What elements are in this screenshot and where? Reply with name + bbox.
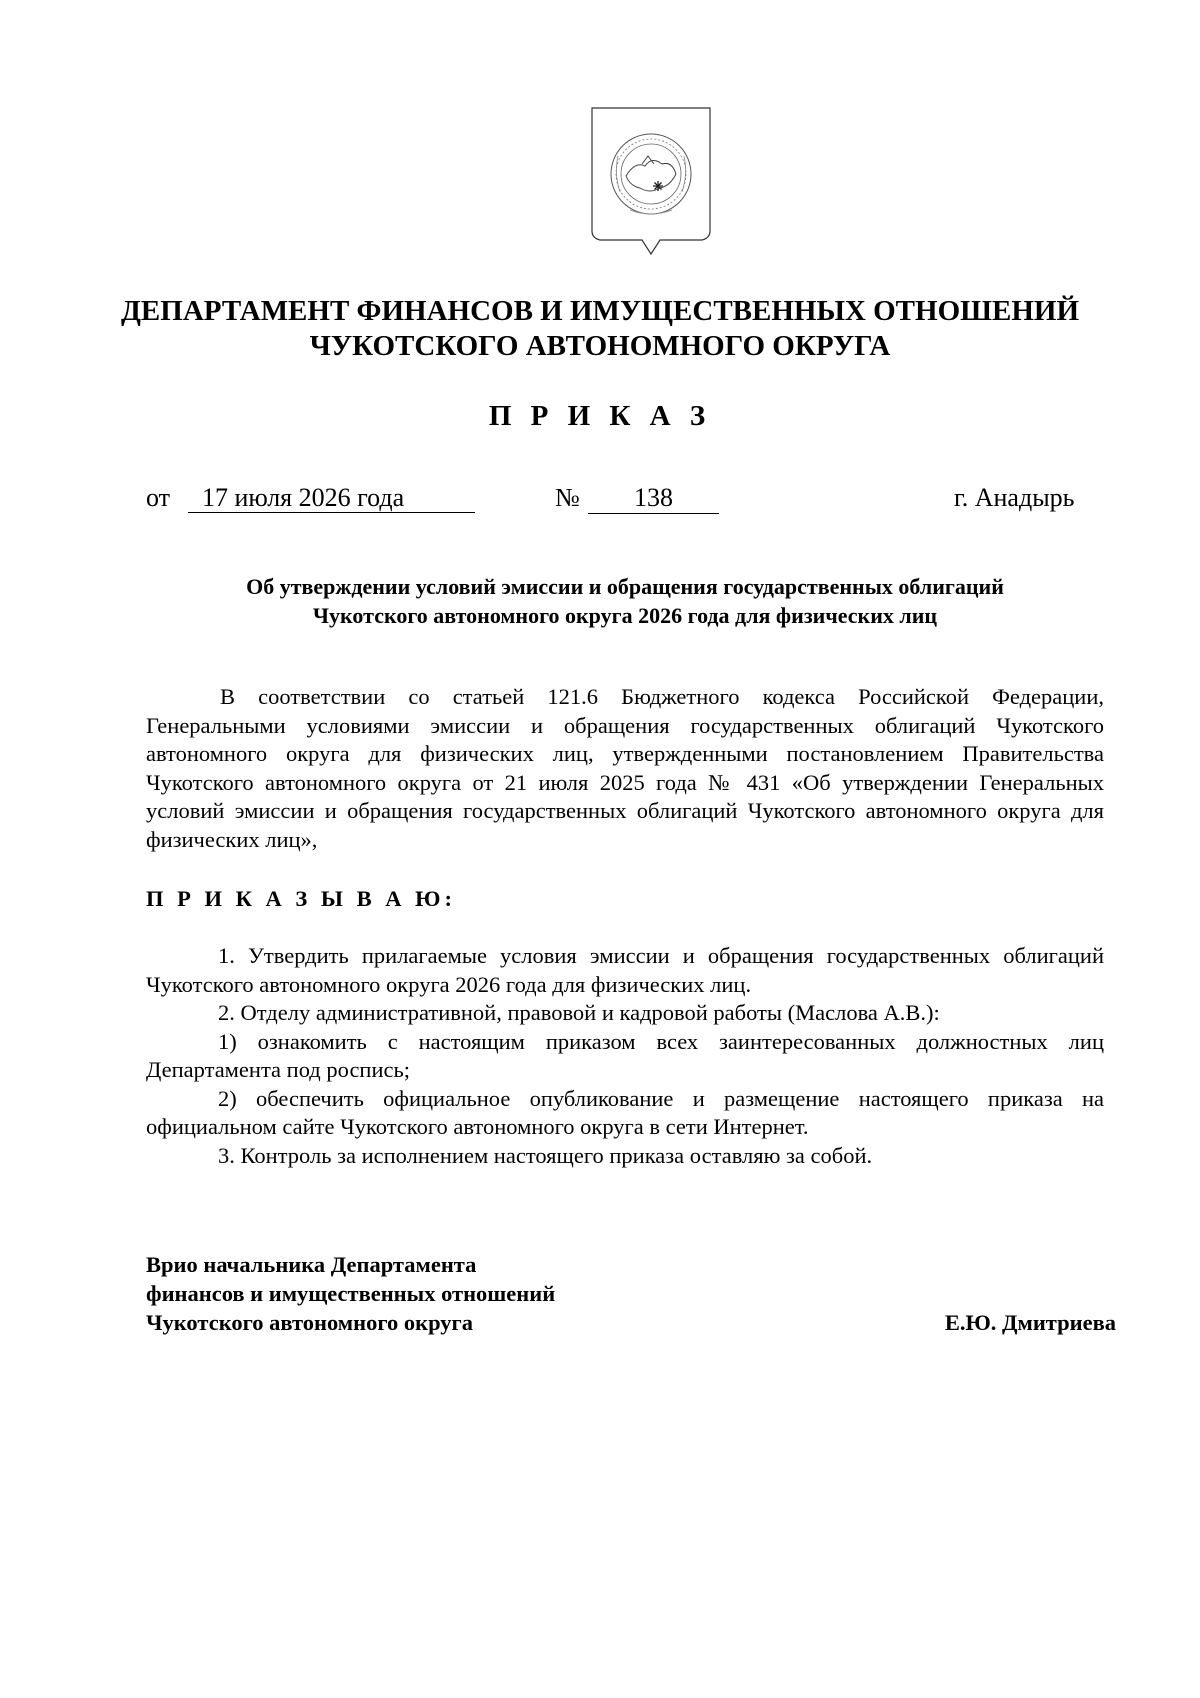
intro-paragraph [146,683,1104,854]
subject-line1: Об утверждении условий эмиссии и обращения государственных облигаций [246,574,1004,599]
order-item-1: 1. Утвердить прилагаемые условия эмиссии и обращения государственных облигаций Чукотского автономного округа 2026 года для физических лиц. [146,943,1104,997]
signatory-name: Е.Ю. Дмитриева [944,1310,1116,1335]
intro-text: В соответствии со статьей 121.6 Бюджетного кодекса Российской Федерации, Генеральными условиями эмиссии и обращения государственных облигаций Чукотского автономного округа для физических лиц, утвержденными постановлением Правительства Чукотского автономного округа от 21 июля 2025 года № 431 «Об утверждении Генеральных условий эмиссии и обращения государственных облигаций Чукотского автономного округа для физических лиц», [146,684,1104,852]
signatory-position-line2: финансов и имущественных отношений [146,1281,556,1306]
order-item-3: 3. Контроль за исполнением настоящего приказа оставляю за собой. [218,1142,873,1168]
document-number: 138 [588,482,719,514]
order-items [146,942,1104,1170]
document-date: 17 июля 2026 года [188,482,475,513]
document-city: г. Анадырь [954,483,1075,512]
signature-block [146,1250,1116,1337]
department-title-line1: ДЕПАРТАМЕНТ ФИНАНСОВ И ИМУЩЕСТВЕННЫХ ОТНОШЕНИЙ [120,295,1080,327]
document-type-title: П Р И К А З [488,400,712,432]
coat-of-arms-emblem-icon [590,106,712,258]
order-word: П Р И К А З Ы В А Ю: [146,886,456,911]
subject-line2: Чукотского автономного округа 2026 года для физических лиц [312,603,938,628]
document-subject [0,572,1200,630]
signatory-position-line1: Врио начальника Департамента [146,1252,477,1277]
date-from-label: от [146,483,171,512]
signatory-position-line3: Чукотского автономного округа [146,1310,473,1335]
number-label: № [555,483,580,512]
order-item-2: 2. Отделу административной, правовой и кадровой работы (Маслова А.В.): [218,1000,940,1025]
department-title [0,294,1200,364]
department-title-line2: ЧУКОТСКОГО АВТОНОМНОГО ОКРУГА [309,330,891,362]
order-item-2-sub-2: 2) обеспечить официальное опубликование и размещение настоящего приказа на официальном сайте Чукотского автономного округа в сети Интернет. [146,1085,1104,1139]
order-item-2-sub-1: 1) ознакомить с настоящим приказом всех заинтересованных должностных лиц Департамента под роспись; [146,1028,1104,1082]
